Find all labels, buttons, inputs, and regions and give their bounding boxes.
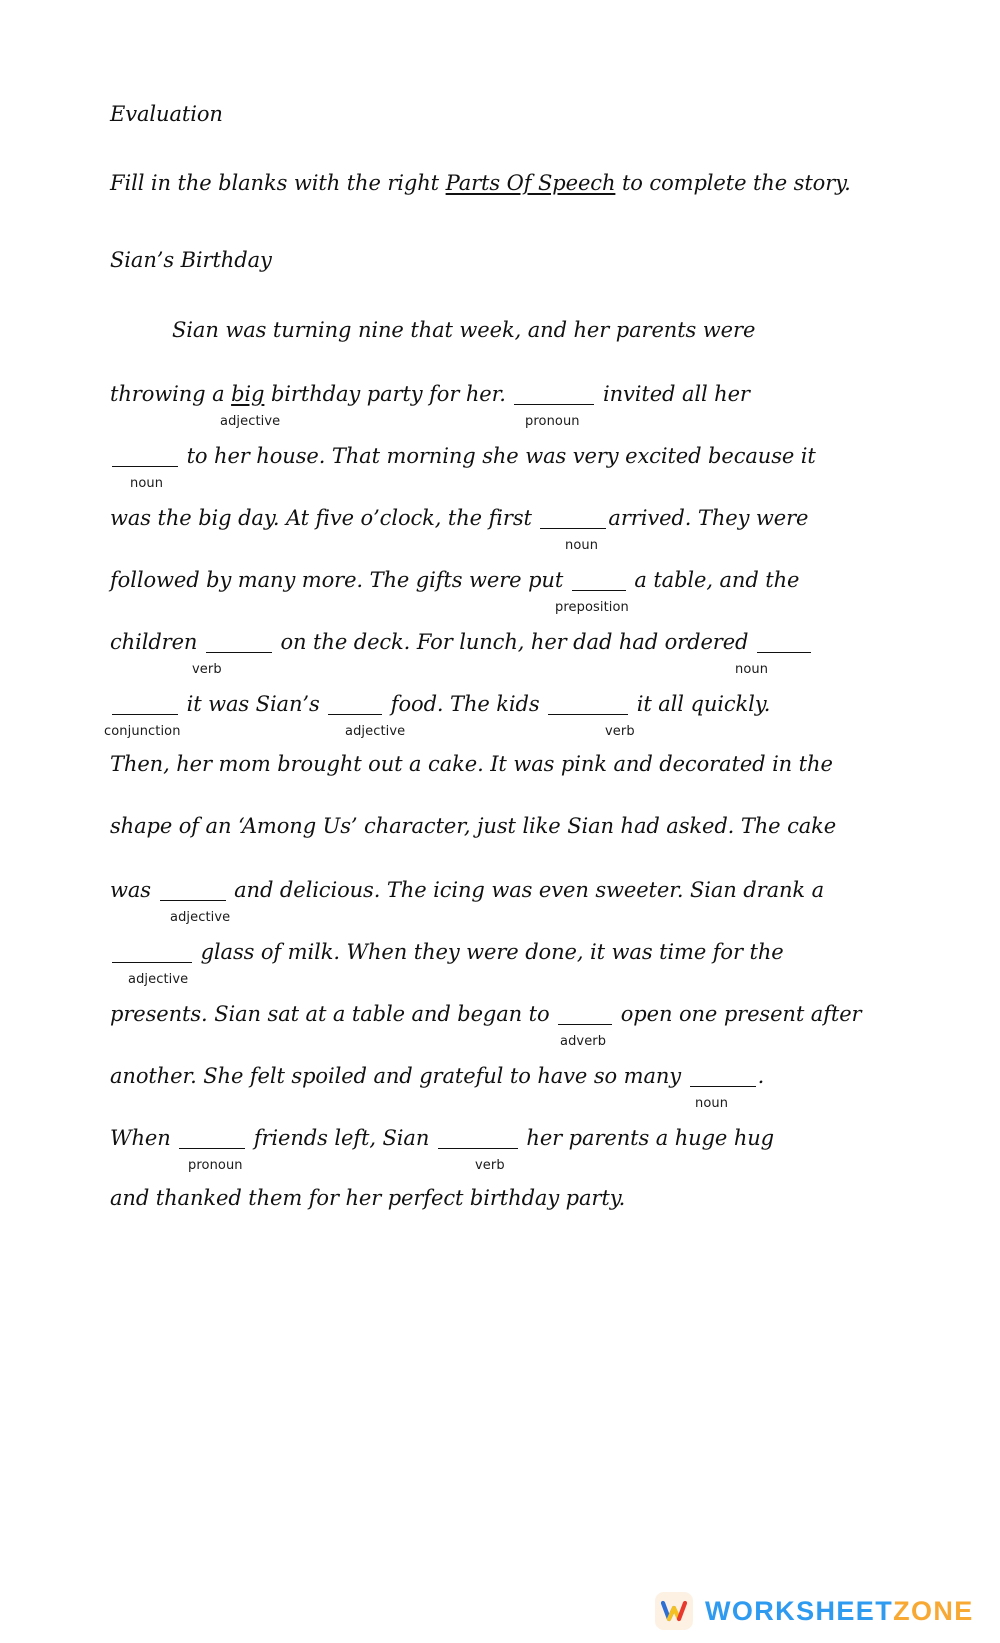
instructions-text <box>110 168 870 198</box>
story-line-text <box>110 876 824 902</box>
part-of-speech-label: pronoun <box>188 1158 243 1173</box>
part-of-speech-label: adjective <box>170 910 231 925</box>
part-of-speech-label: adjective <box>220 414 281 429</box>
story-text: a table, and the <box>627 568 800 592</box>
answer-blank[interactable] <box>328 690 382 715</box>
story-text: shape of an ‘Among Us’ character, just like Sian had asked. The cake <box>110 814 837 838</box>
story-line <box>110 504 870 566</box>
part-of-speech-label: adverb <box>560 1034 607 1049</box>
part-of-speech-label: pronoun <box>525 414 580 429</box>
story-line-text <box>110 752 833 776</box>
story-line <box>110 752 870 814</box>
story-line-text <box>110 1000 861 1026</box>
story-line <box>110 566 870 628</box>
story-line-text <box>110 1124 774 1150</box>
answer-blank[interactable] <box>179 1124 245 1149</box>
story-text: on the deck. For lunch, her dad had ordered <box>273 630 755 654</box>
part-of-speech-label: noun <box>130 476 164 491</box>
answer-blank[interactable] <box>112 690 178 715</box>
story-line-text <box>110 938 784 964</box>
story-text: it all quickly. <box>630 692 771 716</box>
answer-blank[interactable] <box>112 442 178 467</box>
part-of-speech-label: noun <box>695 1096 729 1111</box>
example-word: big <box>231 382 265 406</box>
story-text: children <box>110 630 204 654</box>
story-line-text <box>172 318 755 342</box>
answer-blank[interactable] <box>548 690 628 715</box>
story-line <box>110 318 870 380</box>
part-of-speech-label: adjective <box>128 972 189 987</box>
story-line <box>110 876 870 938</box>
part-of-speech-label: verb <box>475 1158 505 1173</box>
story-text: was <box>110 878 158 902</box>
story-line <box>110 628 870 690</box>
story-line-text <box>110 1186 625 1210</box>
instructions-emphasis: Parts Of Speech <box>445 171 616 195</box>
answer-blank[interactable] <box>558 1000 612 1025</box>
story-line-text <box>110 504 808 530</box>
story-line <box>110 1124 870 1186</box>
logo-wordmark <box>705 1595 974 1626</box>
part-of-speech-label: conjunction <box>104 724 181 739</box>
story-text: food. The kids <box>384 692 547 716</box>
story-text: it was Sian’s <box>180 692 327 716</box>
story-body <box>104 318 870 1248</box>
part-of-speech-label: preposition <box>555 600 629 615</box>
answer-blank[interactable] <box>206 628 272 653</box>
worksheet-body <box>104 100 870 1248</box>
part-of-speech-label: noun <box>565 538 599 553</box>
logo-word-primary: WORKSHEET <box>705 1595 894 1626</box>
answer-blank[interactable] <box>690 1062 756 1087</box>
answer-blank[interactable] <box>540 504 606 529</box>
story-line <box>104 690 870 752</box>
answer-blank[interactable] <box>160 876 226 901</box>
instructions-after: to complete the story. <box>615 171 851 195</box>
part-of-speech-label: noun <box>735 662 769 677</box>
story-line <box>110 1000 870 1062</box>
story-text: followed by many more. The gifts were put <box>110 568 570 592</box>
story-text: birthday party for her. <box>264 382 513 406</box>
story-text: invited all her <box>596 382 750 406</box>
story-text: to her house. That morning she was very excited because it <box>180 444 816 468</box>
logo-w-icon <box>655 1592 693 1630</box>
logo-word-secondary: ZONE <box>893 1595 974 1626</box>
story-line <box>110 442 870 504</box>
story-text: Then, her mom brought out a cake. It was pink and decorated in the <box>110 752 833 776</box>
story-text: another. She felt spoiled and grateful to have so many <box>110 1064 688 1088</box>
story-line <box>110 814 870 876</box>
story-text: was the big day. At five o’clock, the first <box>110 506 539 530</box>
story-line <box>110 1186 870 1248</box>
story-line-text <box>110 1062 764 1088</box>
story-text: . <box>757 1064 765 1088</box>
story-text: and delicious. The icing was even sweeter. Sian drank a <box>227 878 825 902</box>
story-line <box>110 380 870 442</box>
story-text: open one present after <box>614 1002 862 1026</box>
page-title: Evaluation <box>110 102 223 126</box>
story-line-text <box>110 814 836 838</box>
part-of-speech-label: verb <box>605 724 635 739</box>
story-text: arrived. They were <box>608 506 809 530</box>
part-of-speech-label: adjective <box>345 724 406 739</box>
answer-blank[interactable] <box>112 938 192 963</box>
worksheetzone-logo[interactable] <box>655 1592 974 1630</box>
story-text: When <box>110 1126 178 1150</box>
answer-blank[interactable] <box>572 566 626 591</box>
story-text: glass of milk. When they were done, it was time for the <box>194 940 784 964</box>
answer-blank[interactable] <box>514 380 594 405</box>
story-text: throwing a <box>110 382 232 406</box>
story-text: friends left, Sian <box>247 1126 436 1150</box>
story-line <box>110 1062 870 1124</box>
story-text: Sian was turning nine that week, and her parents were <box>172 318 756 342</box>
story-line-text <box>110 690 770 716</box>
part-of-speech-label: verb <box>192 662 222 677</box>
story-text: her parents a huge hug <box>519 1126 775 1150</box>
story-title: Sian’s Birthday <box>110 248 272 272</box>
story-line-text <box>110 442 816 468</box>
story-line-text <box>110 628 813 654</box>
instructions-before: Fill in the blanks with the right <box>110 171 446 195</box>
story-line <box>110 938 870 1000</box>
answer-blank[interactable] <box>438 1124 518 1149</box>
story-line-text <box>110 380 750 406</box>
answer-blank[interactable] <box>757 628 811 653</box>
story-line-text <box>110 566 799 592</box>
story-text: presents. Sian sat at a table and began to <box>110 1002 557 1026</box>
story-text: and thanked them for her perfect birthday party. <box>110 1186 626 1210</box>
